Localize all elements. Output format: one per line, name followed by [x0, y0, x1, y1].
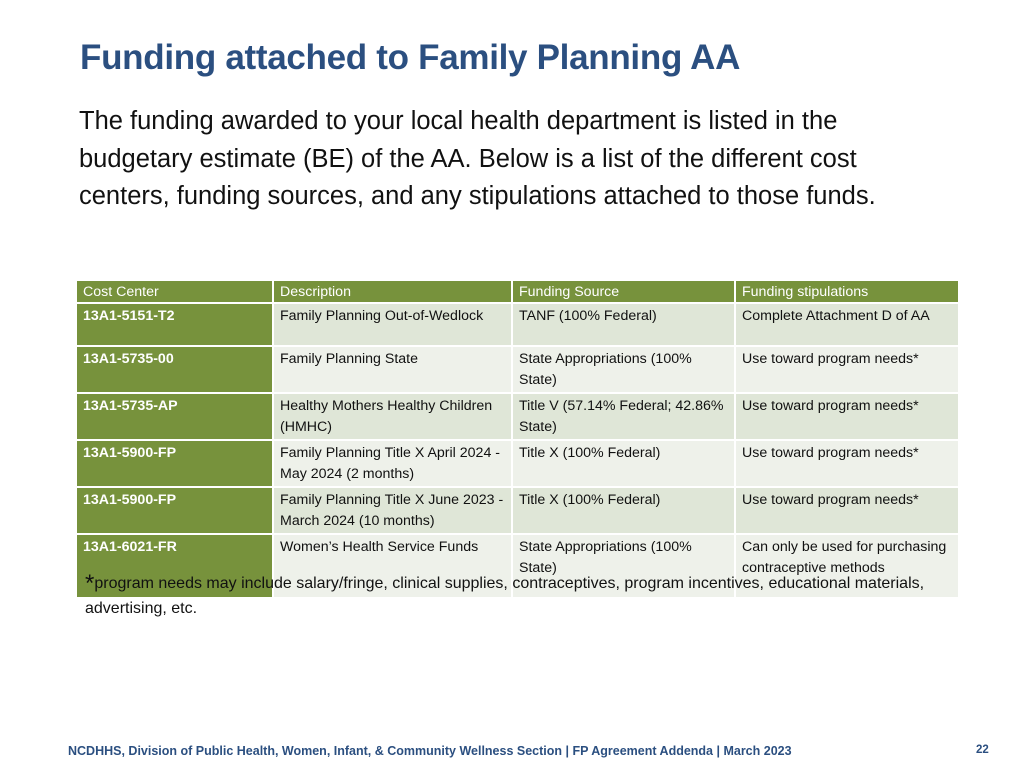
- description-cell: Family Planning Title X June 2023 - March 2024 (10 months): [274, 488, 513, 535]
- table-header-row: [77, 281, 960, 304]
- header-cost-center: Cost Center: [77, 281, 274, 304]
- table-row: [77, 441, 960, 488]
- funding-source-cell: State Appropriations (100% State): [513, 535, 736, 599]
- funding-source-cell: Title X (100% Federal): [513, 441, 736, 488]
- footnote: [85, 571, 945, 621]
- cost-center-cell: 13A1-5900-FP: [77, 441, 274, 488]
- description-cell: Healthy Mothers Healthy Children (HMHC): [274, 394, 513, 441]
- header-description: Description: [274, 281, 513, 304]
- description-cell: Family Planning Out-of-Wedlock: [274, 304, 513, 347]
- stipulations-cell: Use toward program needs*: [736, 394, 960, 441]
- cost-center-cell: 13A1-5735-AP: [77, 394, 274, 441]
- footer-text: NCDHHS, Division of Public Health, Women, Infant, & Community Wellness Section | FP Agreement Addenda | March 2023: [68, 744, 792, 758]
- stipulations-cell: Can only be used for purchasing contraceptive methods: [736, 535, 960, 599]
- funding-table: [77, 281, 960, 599]
- stipulations-cell: Complete Attachment D of AA: [736, 304, 960, 347]
- cost-center-cell: 13A1-6021-FR: [77, 535, 274, 599]
- table-row: [77, 304, 960, 347]
- cost-center-cell: 13A1-5151-T2: [77, 304, 274, 347]
- footnote-asterisk: *: [85, 570, 95, 597]
- table-row: [77, 488, 960, 535]
- funding-source-cell: TANF (100% Federal): [513, 304, 736, 347]
- funding-source-cell: State Appropriations (100% State): [513, 347, 736, 394]
- funding-source-cell: Title X (100% Federal): [513, 488, 736, 535]
- footnote-text: program needs may include salary/fringe, clinical supplies, contraceptives, program incentives, educational materials, advertising, etc.: [85, 575, 925, 617]
- description-cell: Family Planning State: [274, 347, 513, 394]
- stipulations-cell: Use toward program needs*: [736, 488, 960, 535]
- slide-title: Funding attached to Family Planning AA: [80, 38, 741, 77]
- description-cell: Women’s Health Service Funds: [274, 535, 513, 599]
- cost-center-cell: 13A1-5900-FP: [77, 488, 274, 535]
- intro-paragraph: The funding awarded to your local health department is listed in the budgetary estimate (BE) of the AA. Below is a list of the different cost centers, funding sources, and any stipulations attached to those funds.: [79, 107, 876, 210]
- header-funding-source: Funding Source: [513, 281, 736, 304]
- page-number: 22: [976, 744, 989, 756]
- table-row: [77, 347, 960, 394]
- description-cell: Family Planning Title X April 2024 - May 2024 (2 months): [274, 441, 513, 488]
- table-row: [77, 394, 960, 441]
- cost-center-cell: 13A1-5735-00: [77, 347, 274, 394]
- stipulations-cell: Use toward program needs*: [736, 347, 960, 394]
- stipulations-cell: Use toward program needs*: [736, 441, 960, 488]
- funding-source-cell: Title V (57.14% Federal; 42.86% State): [513, 394, 736, 441]
- header-funding-stipulations: Funding stipulations: [736, 281, 960, 304]
